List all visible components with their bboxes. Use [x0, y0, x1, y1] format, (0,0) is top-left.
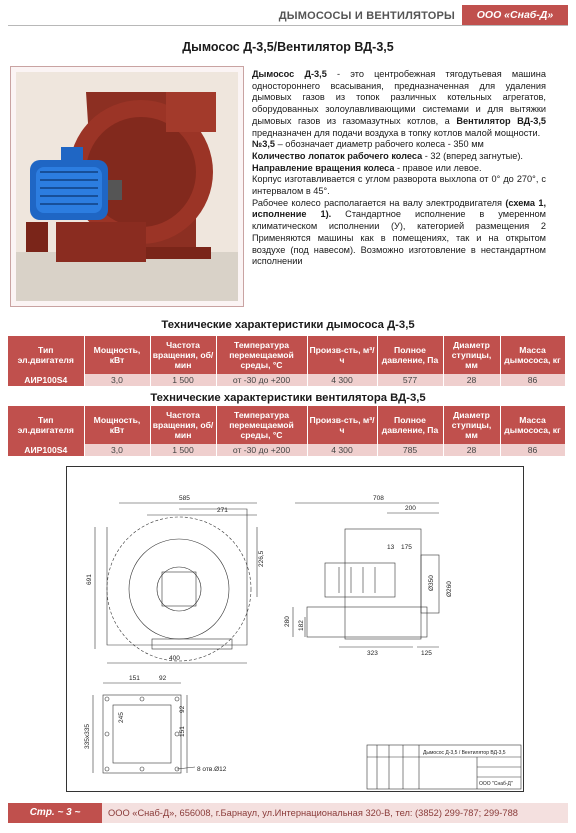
col-power: Мощность, кВт	[84, 336, 150, 374]
cell-rpm: 1 500	[150, 444, 216, 456]
dim-400: 400	[169, 655, 180, 662]
table1-caption: Технические характеристики дымососа Д-3,5	[161, 319, 415, 331]
technical-drawing	[66, 466, 524, 792]
dim-260: Ø260	[446, 581, 453, 597]
product-photo	[10, 66, 244, 307]
dim-245: 245	[118, 712, 125, 723]
page-header	[0, 0, 576, 30]
cell-power: 3,0	[84, 374, 150, 386]
dim-200: 200	[405, 505, 416, 512]
col-motor-type: Тип эл.двигателя	[8, 336, 84, 374]
table2-caption: Технические характеристики вентилятора ВД-3,5	[150, 392, 426, 404]
fan-illustration	[16, 72, 238, 301]
page-number: Стр. ~ 3 ~	[8, 803, 102, 823]
col-capacity: Произв-сть, м³/ч	[307, 406, 377, 444]
col-capacity: Произв-сть, м³/ч	[307, 336, 377, 374]
table-row	[8, 444, 565, 456]
col-temperature: Температура перемещаемой среды, °С	[216, 406, 307, 444]
company-badge: ООО «Снаб-Д»	[462, 5, 568, 25]
dim-125: 125	[421, 650, 432, 657]
col-hub-diameter: Диаметр ступицы, мм	[443, 406, 500, 444]
cell-mass: 86	[500, 444, 565, 456]
smoke-exhauster-specs-table	[8, 336, 566, 386]
cell-hub-diameter: 28	[443, 444, 500, 456]
dim-182: 182	[298, 620, 305, 631]
stamp-title: Дымосос Д-3,5 / Вентилятор ВД-3,5	[423, 750, 506, 756]
dim-92: 92	[159, 675, 167, 682]
stamp-company: ООО "Снаб-Д"	[479, 781, 513, 787]
dim-335x335: 335х335	[84, 724, 91, 749]
cell-hub-diameter: 28	[443, 374, 500, 386]
dim-280: 280	[284, 616, 291, 627]
dim-271: 271	[217, 507, 228, 514]
dim-708: 708	[373, 495, 384, 502]
page-title: Дымосос Д-3,5/Вентилятор ВД-3,5	[182, 40, 394, 54]
header-rule	[8, 25, 568, 26]
col-pressure: Полное давление, Па	[377, 406, 443, 444]
table-header-row	[8, 336, 565, 374]
col-temperature: Температура перемещаемой среды, °С	[216, 336, 307, 374]
cell-temperature: от -30 до +200	[216, 374, 307, 386]
fan-specs-table	[8, 406, 566, 456]
product-description: Дымосос Д-3,5 - это центробежная тягодутьевая машина одностороннего всасывания, предназначенная для удаления дымовых газов из топок различных котельных агрегатов, оборудованных золоулавливающими системами и для вытяжки дымовых газов из газомазутных котлов, а Вентилятор ВД-3,5 предназначен для подачи воздуха в топку котлов малой мощности. №3,5 – обозначает диаметр рабочего колеса - 350 мм Количество лопаток рабочего колеса - 32 (вперед загнутые). Направление вращения колеса - правое или левое. Корпус изготавливается с углом разворота выхлопа от 0° до 270°, с интервалом в 45°. Рабочее колесо располагается на валу электродвигателя (схема 1, исполнение 1). Стандартное исполнение в умеренном климатическом исполнении (У), категорией размещения 2 Применяются машины как в помещениях, так и на открытом воздухе (под навесом). Возможно изготовление в нестандартном исполнении	[252, 69, 547, 267]
col-rpm: Частота вращения, об/мин	[150, 336, 216, 374]
page-footer	[8, 803, 568, 823]
table-header-row	[8, 406, 565, 444]
cell-rpm: 1 500	[150, 374, 216, 386]
cell-pressure: 785	[377, 444, 443, 456]
cell-capacity: 4 300	[307, 374, 377, 386]
cell-capacity: 4 300	[307, 444, 377, 456]
col-motor-type: Тип эл.двигателя	[8, 406, 84, 444]
dim-175: 175	[401, 544, 412, 551]
section-title: ДЫМОСОСЫ И ВЕНТИЛЯТОРЫ	[278, 10, 455, 22]
dim-226-5: 226,5	[258, 550, 265, 567]
cell-temperature: от -30 до +200	[216, 444, 307, 456]
dim-323: 323	[367, 650, 378, 657]
cell-motor-type: АИР100S4	[8, 444, 84, 456]
col-pressure: Полное давление, Па	[377, 336, 443, 374]
dim-585: 585	[179, 495, 190, 502]
side-view	[293, 503, 439, 647]
dim-151: 151	[129, 675, 140, 682]
cell-pressure: 577	[377, 374, 443, 386]
dim-350: Ø350	[428, 575, 435, 591]
front-view	[95, 503, 257, 663]
col-mass: Масса дымососа, кг	[500, 336, 565, 374]
col-mass: Масса дымососа, кг	[500, 406, 565, 444]
cell-power: 3,0	[84, 444, 150, 456]
table-row	[8, 374, 565, 386]
company-address: ООО «Снаб-Д», 656008, г.Барнаул, ул.Интернациональная 320-В, тел: (3852) 299-787; 299-788	[108, 808, 518, 818]
dim-92-side: 92	[179, 705, 186, 713]
col-hub-diameter: Диаметр ступицы, мм	[443, 336, 500, 374]
cell-mass: 86	[500, 374, 565, 386]
col-power: Мощность, кВт	[84, 406, 150, 444]
dim-13: 13	[387, 544, 395, 551]
dim-691: 691	[86, 574, 93, 585]
col-rpm: Частота вращения, об/мин	[150, 406, 216, 444]
dim-151-side: 151	[179, 726, 186, 737]
holes-note: 8 отв.Ø12	[197, 766, 227, 773]
cell-motor-type: АИР100S4	[8, 374, 84, 386]
